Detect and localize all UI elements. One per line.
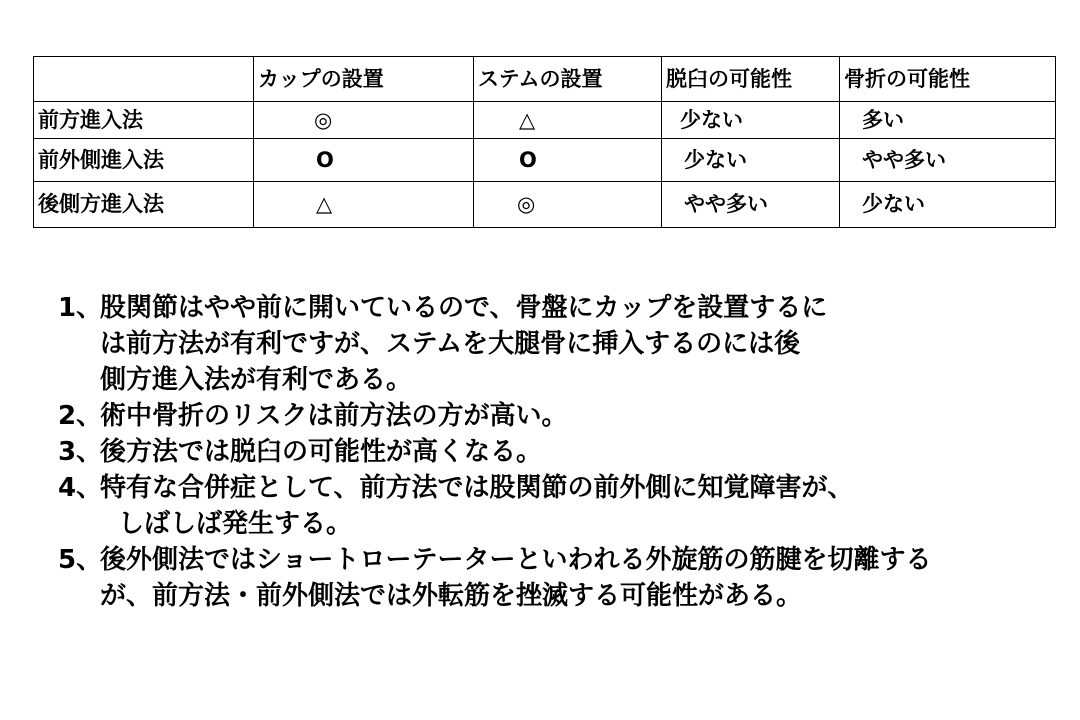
- stem-rating-cell: [474, 182, 662, 228]
- table-row: [34, 102, 1056, 139]
- fracture-cell: [840, 139, 1056, 182]
- stem-rating-cell: [474, 139, 662, 182]
- dislocation-cell: [662, 139, 840, 182]
- header-fracture-risk: 骨折の可能性: [840, 57, 1056, 102]
- comparison-table: [33, 56, 1056, 228]
- dislocation-cell: [662, 102, 840, 139]
- note-item: [58, 290, 1058, 398]
- note-number: 5、: [58, 545, 103, 575]
- notes-list: [58, 290, 1058, 614]
- cup-rating-cell: [254, 102, 474, 139]
- note-line: 特有な合併症として、前方法では股関節の前外側に知覚障害が、: [100, 473, 854, 503]
- approach-name: 前外側進入法: [34, 139, 254, 182]
- note-line: 後方法では脱臼の可能性が高くなる。: [100, 437, 543, 467]
- note-item: [58, 398, 1058, 434]
- note-item: [58, 434, 1058, 470]
- note-number: 1、: [58, 293, 103, 323]
- note-number: 2、: [58, 401, 103, 431]
- note-line: 後外側法ではショートローテーターといわれる外旋筋の筋腱を切離する: [100, 545, 932, 575]
- cup-rating: ◎: [314, 107, 333, 132]
- note-item: [58, 542, 1058, 614]
- note-line: しばしば発生する。: [118, 509, 353, 539]
- note-item: [58, 470, 1058, 542]
- stem-rating: △: [519, 107, 536, 132]
- stem-rating: ◎: [517, 192, 536, 216]
- approach-name: 後側方進入法: [34, 182, 254, 228]
- note-line: 側方進入法が有利である。: [100, 365, 413, 395]
- note-number: 4、: [58, 473, 103, 503]
- cup-rating: △: [316, 192, 333, 216]
- header-dislocation-risk: 脱臼の可能性: [662, 57, 840, 102]
- fracture-risk: やや多い: [862, 147, 946, 172]
- fracture-cell: [840, 182, 1056, 228]
- note-line: 股関節はやや前に開いているので、骨盤にカップを設置するに: [100, 293, 828, 323]
- cup-rating-cell: [254, 182, 474, 228]
- approach-name: 前方進入法: [34, 102, 254, 139]
- fracture-risk: 少ない: [862, 192, 925, 216]
- note-line: は前方法が有利ですが、ステムを大腿骨に挿入するのには後: [100, 329, 801, 359]
- dislocation-cell: [662, 182, 840, 228]
- cup-rating: O: [316, 147, 334, 172]
- fracture-cell: [840, 102, 1056, 139]
- fracture-risk: 多い: [862, 107, 904, 132]
- dislocation-risk: 少ない: [684, 147, 747, 172]
- header-stem-placement: ステムの設置: [474, 57, 662, 102]
- table-header-row: [34, 57, 1056, 102]
- note-line: 術中骨折のリスクは前方法の方が高い。: [100, 401, 568, 431]
- dislocation-risk: やや多い: [684, 192, 768, 216]
- note-number: 3、: [58, 437, 103, 467]
- header-cell-empty: [34, 57, 254, 102]
- cup-rating-cell: [254, 139, 474, 182]
- table-row: [34, 139, 1056, 182]
- header-cup-placement: カップの設置: [254, 57, 474, 102]
- stem-rating-cell: [474, 102, 662, 139]
- dislocation-risk: 少ない: [680, 107, 743, 132]
- stem-rating: O: [519, 147, 537, 172]
- table-row: [34, 182, 1056, 228]
- note-line: が、前方法・前外側法では外転筋を挫滅する可能性がある。: [100, 581, 803, 611]
